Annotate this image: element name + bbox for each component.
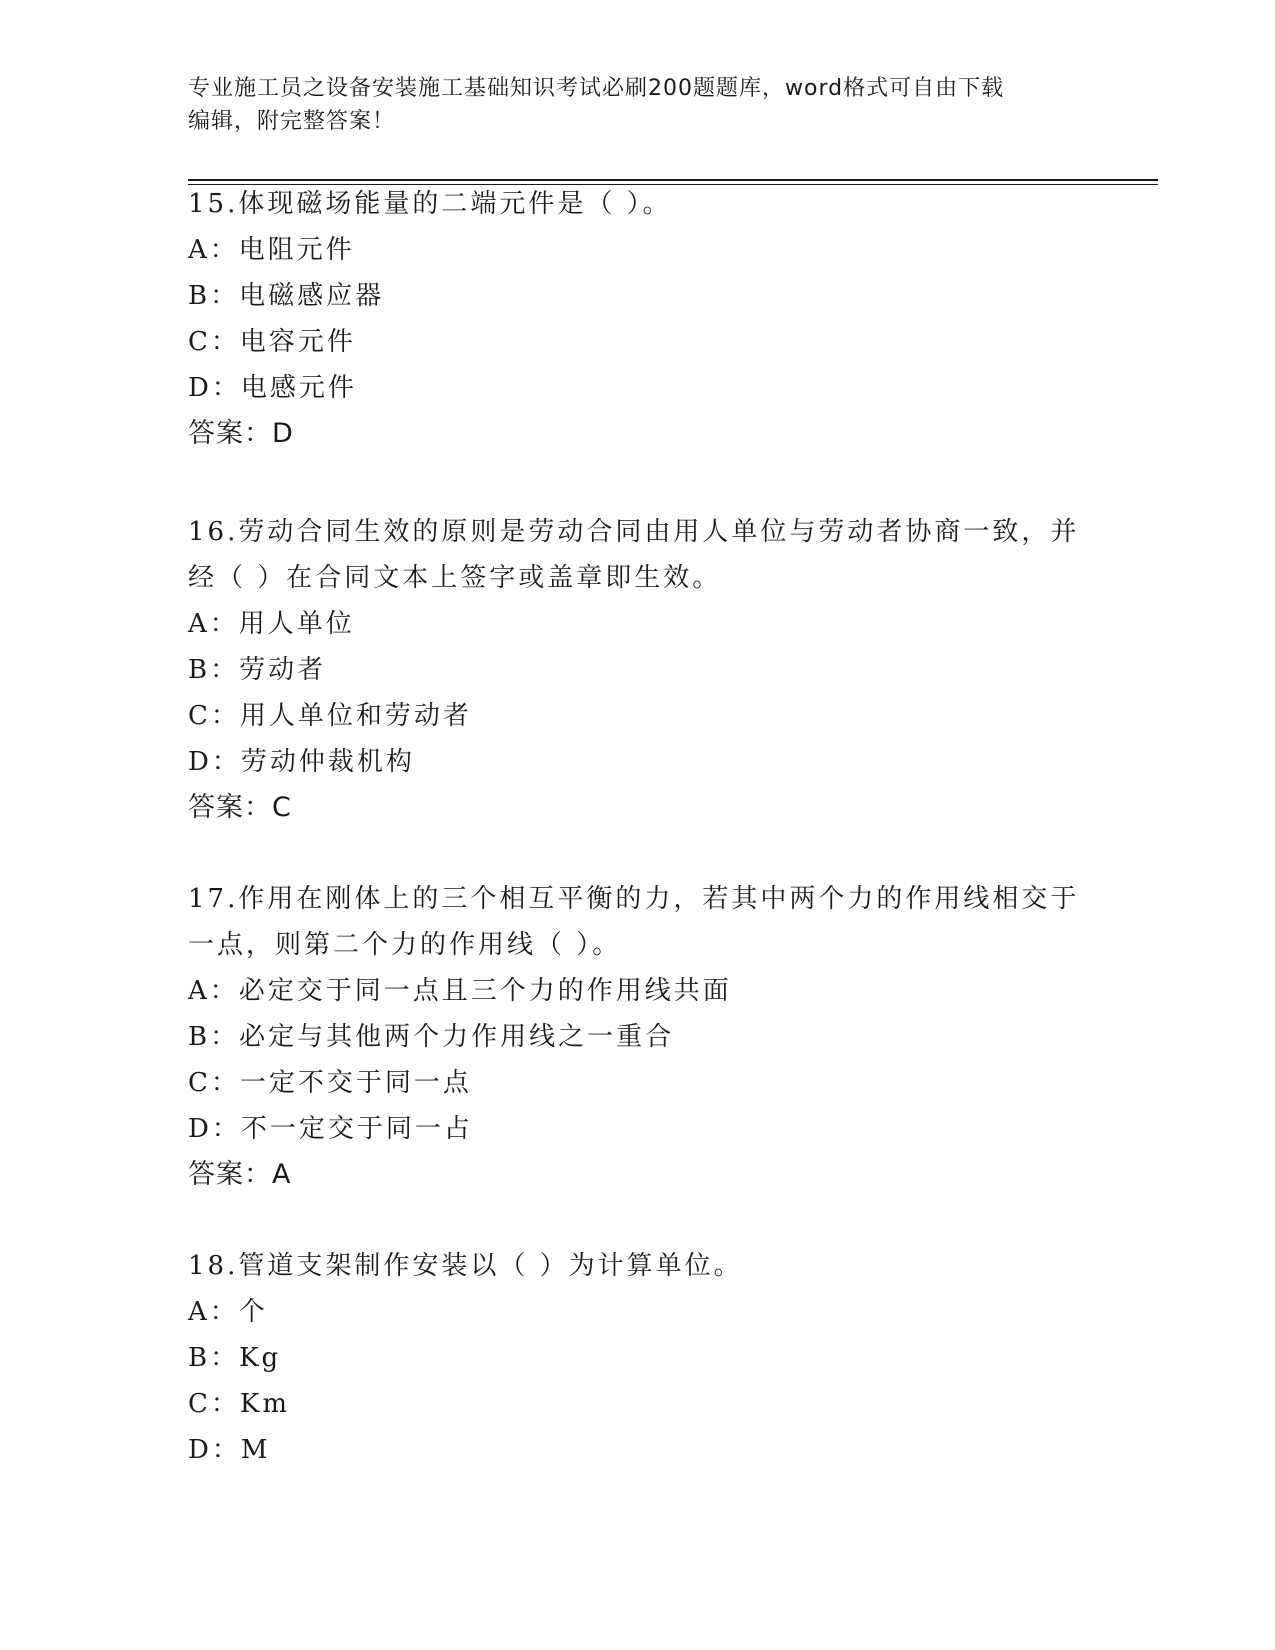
question-17 <box>188 876 1088 1198</box>
question-15 <box>188 181 1088 457</box>
question-stem-line-2: 经（ ）在合同文本上签字或盖章即生效。 <box>188 563 722 593</box>
option-b: B：电磁感应器 <box>188 281 385 311</box>
question-stem: 18.管道支架制作安装以（ ）为计算单位。 <box>188 1251 743 1281</box>
header-line-2: 编辑，附完整答案！ <box>188 109 396 134</box>
question-18 <box>188 1243 1088 1473</box>
option-c: C：用人单位和劳动者 <box>188 701 472 731</box>
question-16 <box>188 509 1088 831</box>
option-a: A：个 <box>188 1297 268 1327</box>
document-header <box>188 72 1088 138</box>
option-c: C：电容元件 <box>188 327 356 357</box>
question-stem-line-1: 17.作用在刚体上的三个相互平衡的力，若其中两个力的作用线相交于 <box>188 884 1080 914</box>
option-d: D：电感元件 <box>188 373 357 403</box>
question-stem-line-1: 16.劳动合同生效的原则是劳动合同由用人单位与劳动者协商一致，并 <box>188 517 1080 547</box>
answer-label: 答案：C <box>188 792 292 823</box>
option-b: B：Kg <box>188 1343 282 1373</box>
option-c: C：一定不交于同一点 <box>188 1068 472 1098</box>
question-stem: 15.体现磁场能量的二端元件是（ ）。 <box>188 189 672 219</box>
option-c: C：Km <box>188 1389 290 1419</box>
answer-label: 答案：A <box>188 1159 292 1190</box>
option-b: B：必定与其他两个力作用线之一重合 <box>188 1022 675 1052</box>
option-d: D：劳动仲裁机构 <box>188 747 415 777</box>
question-stem-line-2: 一点，则第二个力的作用线（ ）。 <box>188 930 622 960</box>
option-a: A：电阻元件 <box>188 235 355 265</box>
option-d: D：不一定交于同一占 <box>188 1114 473 1144</box>
answer-label: 答案：D <box>188 418 294 449</box>
option-d: D：M <box>188 1435 271 1465</box>
header-line-1: 专业施工员之设备安装施工基础知识考试必刷200题题库，word格式可自由下载 <box>188 76 1005 101</box>
option-a: A：必定交于同一点且三个力的作用线共面 <box>188 976 732 1006</box>
option-a: A：用人单位 <box>188 609 355 639</box>
option-b: B：劳动者 <box>188 655 327 685</box>
